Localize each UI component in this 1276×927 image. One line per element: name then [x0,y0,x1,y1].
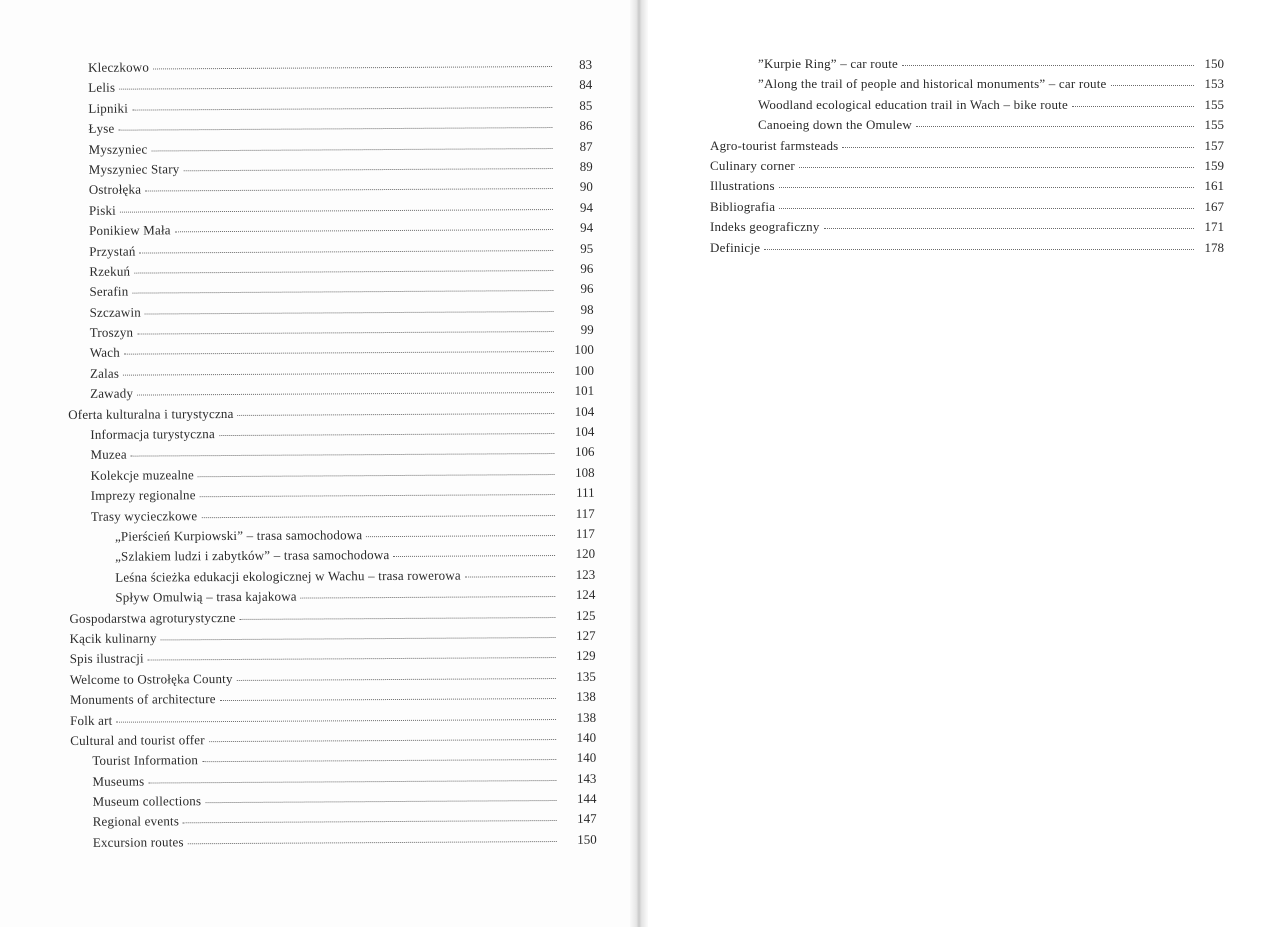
dot-leader [200,493,555,497]
dot-leader [132,289,553,294]
toc-entry-page-number: 138 [576,688,596,705]
dot-leader [779,207,1194,209]
toc-entry-page-number: 101 [574,383,595,399]
toc-entry-title: Leśna ścieżka edukacji ekologicznej w Wachu – trasa rowerowa [115,567,461,585]
toc-entry-title: Troszyn [89,324,134,340]
toc-entry [710,197,1224,217]
dot-leader [842,146,1194,148]
dot-leader [824,227,1194,229]
dot-leader [140,249,554,254]
toc-entry-page-number: 117 [575,525,595,541]
dot-leader [198,473,555,477]
toc-entry-page-number: 94 [579,199,593,215]
toc-entry-page-number: 89 [579,158,593,174]
dot-leader [116,718,556,723]
dot-leader [779,186,1194,188]
dot-leader [209,738,556,742]
toc-entry-title: Definicje [710,239,761,255]
toc-entry-title: Regional events [92,813,180,830]
toc-entry-title: Lipniki [88,100,129,116]
toc-entry-page-number: 99 [580,321,594,337]
toc-entry [710,74,1224,94]
dot-leader [151,147,552,151]
dot-leader [202,758,556,762]
toc-entry-page-number: 140 [576,729,597,745]
toc-entry-title: ”Kurpie Ring” – car route [758,56,899,71]
toc-entry [71,830,597,854]
toc-entry-title: ”Along the trail of people and historical monuments” – car route [758,76,1107,92]
toc-entry-title: Serafin [89,283,129,300]
toc-entry-page-number: 108 [574,464,595,480]
toc-entry-page-number: 90 [579,179,593,195]
toc-entry [710,238,1224,258]
toc-entry-title: Informacja turystyczna [90,426,215,442]
dot-leader [902,64,1194,66]
dot-leader [188,840,557,844]
toc-entry-title: Wach [89,345,120,361]
toc-entry-page-number: 144 [576,790,597,806]
toc-entry-page-number: 96 [580,260,594,276]
dot-leader [240,616,556,620]
toc-entry-page-number: 86 [579,117,593,134]
toc-entry-title: Łyse [88,120,115,137]
toc-entry-page-number: 150 [577,831,597,847]
left-page [0,0,632,927]
toc-entry-page-number: 167 [1204,198,1224,214]
toc-entry-page-number: 84 [579,77,593,93]
toc-entry-title: Kącik kulinarny [69,630,157,646]
toc-entry-title: Welcome to Ostrołęka County [69,670,233,687]
toc-entry-title: Myszyniec [88,141,148,157]
toc-entry-title: Zawady [90,385,134,402]
toc-entry-page-number: 124 [575,586,596,603]
toc-entry-title: Excursion routes [92,834,184,850]
toc-entry [710,115,1224,135]
toc-entry-title: Lelis [88,80,116,96]
dot-leader [120,208,553,213]
book-gutter [630,0,648,927]
toc-entry-title: Zalas [89,365,120,381]
toc-entry-page-number: 100 [574,342,594,358]
toc-entry [710,156,1224,176]
toc-entry-page-number: 111 [576,484,595,501]
dot-leader [148,656,556,660]
toc-entry-title: Canoeing down the Omulew [758,117,912,133]
dot-leader [219,432,554,436]
table-of-contents-right [710,54,1224,258]
dot-leader [465,575,555,578]
dot-leader [161,636,556,640]
toc-entry-page-number: 87 [579,138,593,154]
toc-entry-page-number: 129 [576,648,596,664]
toc-entry [710,95,1224,115]
toc-entry-page-number: 135 [576,668,596,684]
toc-entry-page-number: 161 [1204,178,1224,194]
toc-entry-title: Kolekcje muzealne [90,467,194,483]
toc-entry-page-number: 171 [1204,219,1224,235]
toc-entry [710,217,1224,237]
dot-leader [123,371,554,376]
toc-entry-title: Piski [88,202,116,218]
toc-entry-title: „Pierścień Kurpiowski” – trasa samochodowa [114,527,363,544]
toc-entry-page-number: 147 [577,811,597,827]
toc-entry-page-number: 150 [1204,56,1224,71]
dot-leader [119,126,553,131]
toc-entry-page-number: 120 [575,546,596,562]
dot-leader [799,166,1194,168]
toc-entry-title: Ponikiew Mała [89,222,171,238]
dot-leader [132,106,552,111]
dot-leader [238,412,555,416]
toc-entry-title: Oferta kulturalna i turystyczna [68,405,234,422]
toc-entry-title: Tourist Information [92,752,199,769]
dot-leader [183,819,557,823]
dot-leader [393,554,555,557]
toc-entry-page-number: 98 [580,301,594,317]
toc-entry-page-number: 138 [576,709,597,725]
dot-leader [145,187,553,191]
toc-entry-page-number: 143 [576,770,597,786]
toc-entry-page-number: 104 [574,423,595,439]
dot-leader [153,65,552,69]
toc-entry-page-number: 106 [574,444,595,460]
toc-entry-page-number: 94 [579,219,594,235]
toc-entry-title: Muzea [90,447,127,463]
toc-entry-page-number: 83 [579,56,593,72]
toc-entry-page-number: 96 [580,281,594,297]
toc-entry-page-number: 100 [574,362,594,378]
toc-entry [710,54,1224,74]
toc-entry [710,136,1224,156]
toc-entry-page-number: 155 [1204,96,1224,112]
toc-entry-title: Ostrołęka [88,181,142,198]
toc-entry-page-number: 95 [580,240,594,256]
dot-leader [366,534,555,537]
toc-entry-title: Kleczkowo [88,59,150,75]
toc-entry-title: Museums [92,773,145,789]
toc-entry-title: Museum collections [92,793,202,809]
toc-entry-title: Przystań [89,243,136,259]
toc-entry [710,176,1224,196]
toc-entry-title: Szczawin [89,304,142,320]
toc-entry-page-number: 104 [574,403,595,419]
table-of-contents-left [66,55,597,853]
dot-leader [205,799,556,803]
toc-entry-page-number: 117 [575,505,595,521]
dot-leader [137,391,554,396]
dot-leader [119,85,552,90]
toc-entry-page-number: 123 [575,566,596,582]
dot-leader [175,228,553,232]
dot-leader [237,677,556,681]
toc-entry-title: Imprezy regionalne [90,487,196,504]
toc-entry-title: „Szlakiem ludzi i zabytków” – trasa samochodowa [115,547,390,565]
toc-entry-title: Folk art [69,712,113,728]
dot-leader [134,269,553,274]
toc-entry-title: Indeks geograficzny [710,219,820,235]
toc-entry-title: Spis ilustracji [69,650,144,667]
toc-entry-page-number: 155 [1204,117,1224,133]
toc-entry-page-number: 153 [1204,76,1224,92]
dot-leader [137,330,553,335]
toc-entry-title: Woodland ecological education trail in Wach – bike route [758,96,1068,112]
toc-entry-title: Spływ Omulwią – trasa kajakowa [115,588,297,605]
toc-entry-page-number: 178 [1204,239,1224,255]
toc-entry-page-number: 127 [575,627,596,643]
dot-leader [148,779,556,783]
toc-entry-page-number: 125 [575,607,596,623]
toc-entry-page-number: 157 [1204,137,1224,153]
toc-entry-title: Trasy wycieczkowe [90,507,198,524]
toc-entry-title: Monuments of architecture [69,691,216,708]
toc-entry-title: Myszyniec Stary [88,161,180,177]
toc-entry-title: Culinary corner [710,157,795,173]
toc-entry-title: Gospodarstwa agroturystyczne [69,609,236,626]
dot-leader [131,452,555,457]
dot-leader [145,310,554,314]
dot-leader [764,248,1194,250]
toc-entry-title: Cultural and tourist offer [70,732,205,748]
toc-entry-page-number: 85 [579,97,593,113]
dot-leader [220,697,556,701]
toc-entry-title: Bibliografia [710,198,776,214]
toc-entry-title: Rzekuń [89,263,131,279]
dot-leader [124,350,554,355]
toc-entry-title: Agro-tourist farmsteads [710,137,839,153]
dot-leader [201,514,554,518]
dot-leader [301,595,556,599]
dot-leader [916,125,1194,127]
toc-entry-title: Illustrations [710,178,775,194]
dot-leader [1072,105,1194,107]
dot-leader [1111,84,1194,86]
toc-entry-page-number: 159 [1204,157,1224,173]
dot-leader [183,167,552,171]
toc-entry-page-number: 140 [576,750,597,766]
